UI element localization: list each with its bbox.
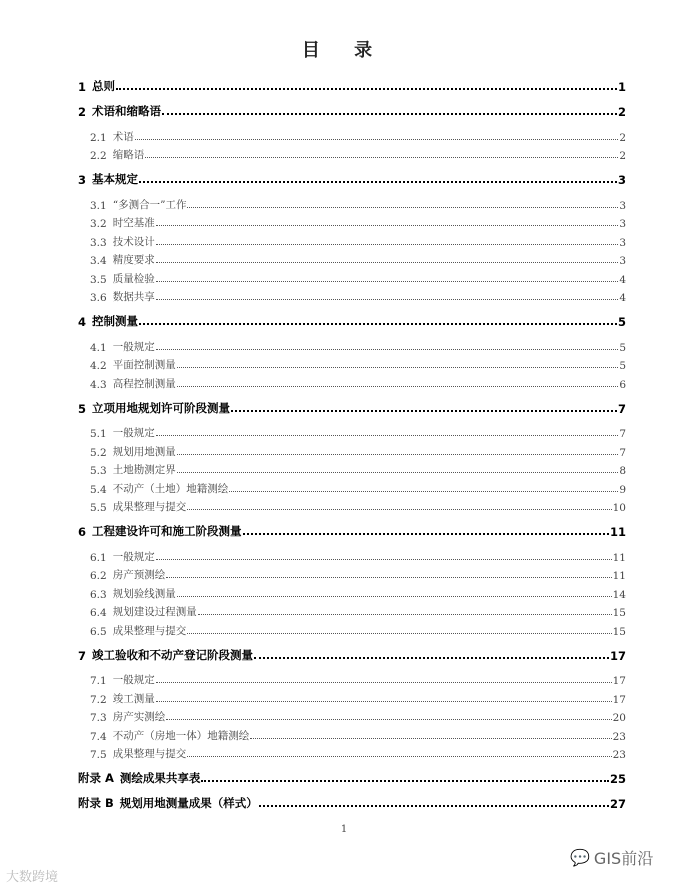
- toc-entry[interactable]: [78, 169, 626, 187]
- toc-entry-page: 17: [609, 648, 626, 663]
- toc-entry[interactable]: [78, 669, 626, 688]
- toc-entry-label: 质量检验: [112, 272, 155, 285]
- toc-entry-page: 23: [612, 749, 626, 761]
- dot-leader: [135, 139, 619, 140]
- toc-entry-page: 9: [619, 483, 626, 496]
- toc-entry-label: 术语和缩略语: [92, 104, 162, 118]
- toc-entry-page: 3: [619, 218, 626, 230]
- toc-entry[interactable]: [78, 267, 626, 286]
- toc-entry[interactable]: [78, 645, 626, 663]
- toc-entry[interactable]: [78, 311, 626, 329]
- dot-leader: [177, 454, 619, 455]
- toc-entry-page: 7: [619, 428, 626, 440]
- toc-entry-label: 时空基准: [112, 217, 155, 229]
- toc-entry-label: 土地勘测定界: [112, 464, 176, 476]
- toc-entry-label: 精度要求: [112, 254, 155, 266]
- toc-entry-label: 成果整理与提交: [112, 501, 187, 513]
- toc-entry-number: 7.1: [90, 675, 107, 687]
- toc-entry-label: 立项用地规划许可阶段测量: [92, 400, 231, 415]
- toc-entry-number: 5.4: [90, 483, 107, 496]
- toc-entry-number: 7.2: [90, 693, 107, 706]
- toc-entry-label: 竣工验收和不动产登记阶段测量: [92, 647, 254, 662]
- toc-entry-label: 总则: [92, 79, 116, 93]
- dot-leader: [166, 577, 611, 578]
- dot-leader: [116, 88, 617, 90]
- toc-entry-label: 成果整理与提交: [112, 748, 187, 760]
- toc-entry-label: 缩略语: [112, 149, 145, 161]
- toc-entry[interactable]: [78, 545, 626, 564]
- toc-entry-page: 4: [619, 292, 626, 304]
- toc-entry[interactable]: [78, 743, 626, 762]
- toc-entry[interactable]: [78, 335, 626, 354]
- toc-entry-number: 3.4: [90, 255, 107, 267]
- toc-entry-label: 平面控制测量: [112, 359, 176, 371]
- toc-entry-number: 5.3: [90, 465, 107, 477]
- toc-entry-page: 11: [609, 525, 626, 539]
- toc-entry-page: 11: [612, 551, 626, 564]
- toc-entry-number: 4.1: [90, 341, 107, 354]
- toc-entry-page: 3: [619, 199, 626, 212]
- toc-entry-number: 3.3: [90, 236, 107, 249]
- dot-leader: [177, 367, 619, 368]
- toc-entry-page: 3: [617, 173, 626, 187]
- toc-entry-number: 7: [78, 648, 87, 663]
- toc-entry-page: 1: [617, 80, 626, 94]
- dot-leader: [201, 780, 609, 782]
- toc-entry-page: 3: [619, 236, 626, 249]
- dot-leader: [156, 701, 612, 702]
- dot-leader: [177, 596, 612, 597]
- toc-entry[interactable]: [78, 440, 626, 459]
- toc-entry-number: 附录 B: [78, 796, 114, 810]
- toc-entry-page: 2: [619, 150, 626, 162]
- toc-entry-page: 10: [612, 502, 626, 514]
- dot-leader: [187, 756, 611, 757]
- toc-entry-label: 一般规定: [112, 427, 155, 439]
- toc-entry-number: 6.5: [90, 625, 107, 638]
- toc-entry-label: 测绘成果共享表: [119, 771, 201, 785]
- toc-entry-number: 6.3: [90, 588, 107, 601]
- dot-leader: [198, 614, 612, 615]
- dot-leader: [231, 410, 617, 412]
- toc-entry[interactable]: [78, 619, 626, 638]
- toc-entry-label: 基本规定: [92, 172, 139, 186]
- toc-entry-page: 4: [619, 273, 626, 286]
- toc-entry-page: 8: [619, 465, 626, 477]
- toc-entry-number: 3.2: [90, 218, 107, 230]
- dot-leader: [156, 299, 619, 300]
- toc-entry-label: 一般规定: [112, 340, 155, 353]
- toc-entry-page: 5: [619, 341, 626, 354]
- toc-entry[interactable]: [78, 249, 626, 268]
- toc-entry[interactable]: [78, 372, 626, 391]
- dot-leader: [254, 657, 609, 659]
- toc-entry-label: 工程建设许可和施工阶段测量: [92, 524, 242, 538]
- toc-entry-number: 5.5: [90, 502, 107, 514]
- toc-entry-number: 6.4: [90, 607, 107, 619]
- toc-entry-label: “多测合一”工作: [112, 198, 187, 211]
- toc-entry[interactable]: [78, 125, 626, 144]
- toc-entry[interactable]: [78, 193, 626, 212]
- toc-entry-number: 2: [78, 105, 87, 119]
- toc-entry-number: 4: [78, 315, 87, 329]
- dot-leader: [177, 472, 619, 473]
- toc-entry-number: 7.5: [90, 749, 107, 761]
- toc-entry-page: 25: [609, 772, 626, 786]
- toc-entry-label: 规划建设过程测量: [112, 606, 197, 618]
- toc-entry[interactable]: [78, 477, 626, 496]
- toc-entry-label: 一般规定: [112, 674, 155, 686]
- toc-entry-number: 3: [78, 173, 87, 187]
- toc-entry[interactable]: [78, 230, 626, 249]
- toc-entry-page: 27: [609, 797, 626, 811]
- toc-entry[interactable]: [78, 422, 626, 441]
- dot-leader: [139, 181, 617, 183]
- toc-entry-label: 一般规定: [112, 550, 155, 563]
- toc-entry[interactable]: [78, 76, 626, 94]
- toc-entry-page: 11: [612, 570, 626, 582]
- toc-entry[interactable]: [78, 286, 626, 305]
- dot-leader: [250, 738, 611, 739]
- toc-entry-label: 控制测量: [92, 314, 139, 328]
- toc-entry-number: 7.3: [90, 712, 107, 724]
- toc-entry-number: 5.1: [90, 428, 107, 440]
- dot-leader: [156, 682, 612, 683]
- dot-leader: [145, 157, 618, 158]
- toc-entry-number: 2.1: [90, 131, 107, 144]
- toc-entry-number: 1: [78, 80, 87, 94]
- toc-entry-number: 3.6: [90, 292, 107, 304]
- dot-leader: [156, 435, 619, 436]
- wechat-icon: 💬: [570, 848, 590, 867]
- toc-entry-page: 17: [612, 675, 626, 687]
- dot-leader: [229, 491, 618, 492]
- dot-leader: [156, 349, 619, 350]
- toc-entry[interactable]: [78, 601, 626, 620]
- toc-entry-label: 成果整理与提交: [112, 624, 187, 637]
- toc-entry-number: 7.4: [90, 730, 107, 743]
- toc-entry-label: 规划用地测量成果（样式）: [119, 796, 258, 810]
- toc-entry[interactable]: [78, 398, 626, 416]
- dot-leader: [139, 323, 617, 325]
- toc-entry-number: 2.2: [90, 150, 107, 162]
- watermark-gis: [570, 846, 653, 869]
- toc-entry[interactable]: [78, 496, 626, 515]
- toc-entry-page: 14: [612, 588, 626, 601]
- toc-entry-page: 5: [619, 360, 626, 372]
- toc-entry[interactable]: [78, 144, 626, 163]
- toc-entry-page: 15: [612, 607, 626, 619]
- toc-entry-page: 2: [617, 105, 626, 119]
- page-number: 1: [340, 824, 348, 835]
- toc-entry-page: 5: [617, 315, 626, 329]
- dot-leader: [156, 244, 619, 245]
- toc-entry-page: 7: [619, 446, 626, 459]
- toc-entry-number: 6: [78, 525, 87, 539]
- toc-entry-page: 7: [617, 401, 626, 416]
- toc-entry-label: 术语: [112, 130, 134, 143]
- toc-entry-number: 4.2: [90, 360, 107, 372]
- toc-entry[interactable]: [78, 354, 626, 373]
- toc-entry[interactable]: [78, 521, 626, 539]
- toc-entry[interactable]: [78, 564, 626, 583]
- toc-entry[interactable]: [78, 212, 626, 231]
- toc-entry-label: 规划用地测量: [112, 445, 176, 458]
- page-title: 目 录: [301, 40, 387, 61]
- toc-entry[interactable]: [78, 101, 626, 119]
- dot-leader: [156, 262, 619, 263]
- toc-entry[interactable]: [78, 706, 626, 725]
- dot-leader: [187, 633, 611, 634]
- toc-entry[interactable]: [78, 768, 626, 786]
- toc-entry-page: 6: [619, 378, 626, 391]
- toc-entry-number: 4.3: [90, 378, 107, 391]
- toc-entry-page: 20: [612, 712, 626, 724]
- toc-entry[interactable]: [78, 582, 626, 601]
- toc-entry-number: 6.1: [90, 551, 107, 564]
- toc-entry-number: 5: [78, 401, 87, 416]
- toc-entry-number: 3.1: [90, 199, 107, 212]
- dot-leader: [166, 719, 611, 720]
- toc-entry-label: 技术设计: [112, 235, 155, 248]
- toc-entry[interactable]: [78, 793, 626, 811]
- toc-entry-label: 竣工测量: [112, 692, 155, 705]
- watermark-dashu: 大数跨境: [6, 870, 59, 885]
- toc-entry-page: 3: [619, 255, 626, 267]
- toc-entry-page: 15: [612, 625, 626, 638]
- toc-entry-label: 房产预测绘: [112, 569, 166, 581]
- toc-entry-number: 6.2: [90, 570, 107, 582]
- toc-entry[interactable]: [78, 687, 626, 706]
- toc-entry[interactable]: [78, 724, 626, 743]
- dot-leader: [259, 805, 609, 807]
- toc-entry-page: 2: [619, 131, 626, 144]
- table-of-contents: [78, 76, 626, 817]
- dot-leader: [243, 533, 609, 535]
- dot-leader: [156, 225, 619, 226]
- toc-entry-label: 数据共享: [112, 291, 155, 303]
- dot-leader: [156, 281, 619, 282]
- toc-entry-page: 17: [612, 693, 626, 706]
- toc-entry-label: 不动产（房地一体）地籍测绘: [112, 729, 250, 742]
- watermark-gis-text: GIS前沿: [593, 849, 654, 868]
- toc-entry-number: 3.5: [90, 273, 107, 286]
- dot-leader: [156, 559, 612, 560]
- dot-leader: [162, 113, 617, 115]
- dot-leader: [177, 386, 619, 387]
- dot-leader: [187, 509, 611, 510]
- toc-entry-page: 23: [612, 730, 626, 743]
- toc-entry-number: 附录 A: [78, 771, 114, 785]
- toc-entry-label: 高程控制测量: [112, 377, 176, 390]
- toc-entry-number: 5.2: [90, 446, 107, 459]
- dot-leader: [187, 207, 618, 208]
- toc-entry-label: 不动产（土地）地籍测绘: [112, 482, 229, 495]
- toc-entry[interactable]: [78, 459, 626, 478]
- toc-entry-label: 规划验线测量: [112, 587, 176, 600]
- toc-entry-label: 房产实测绘: [112, 711, 166, 723]
